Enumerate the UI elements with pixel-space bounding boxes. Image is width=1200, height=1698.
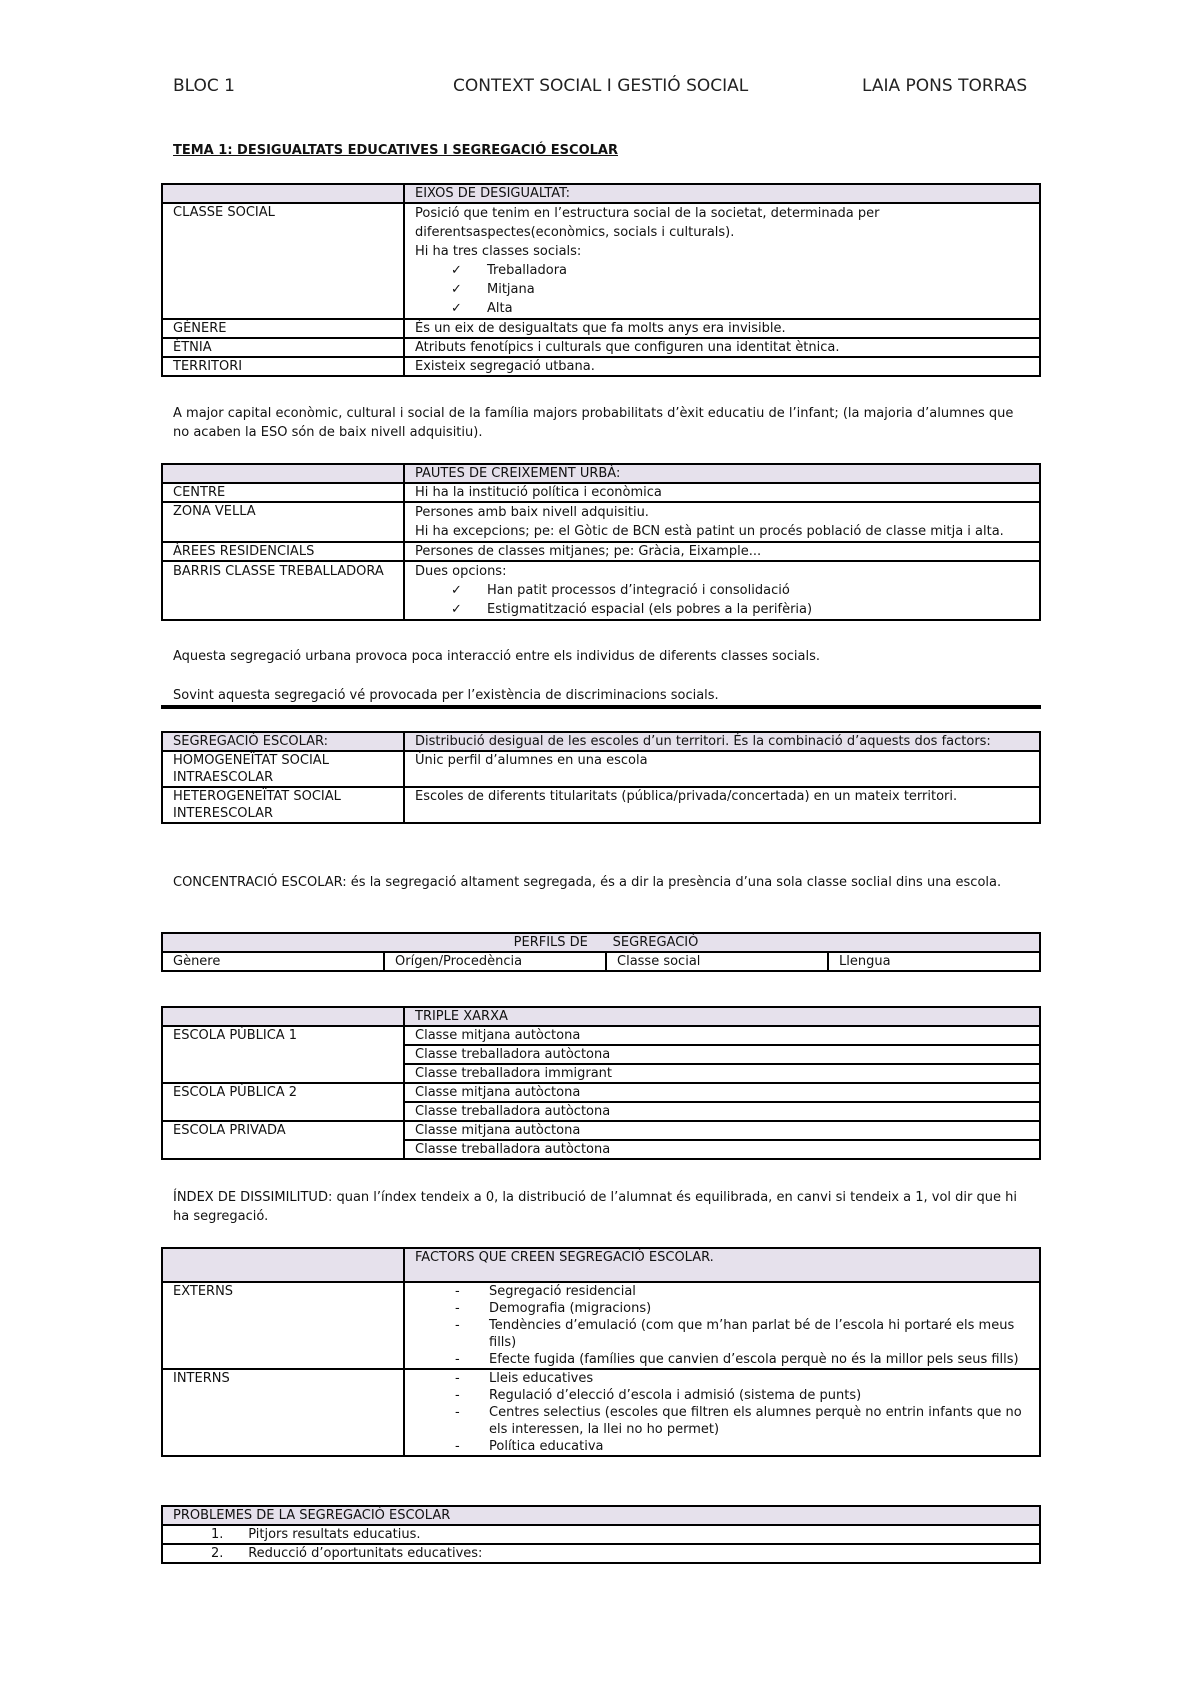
table-row: INTERNS - Lleis educatives - Regulació d’elecció d’escola i admisió (sistema de punts) - Centres selectius (escoles que filtren els alumnes perquè no entrin infants que no els interessen, la llei no ho permet) - Política educativa — [162, 1369, 1040, 1456]
list-item: - Lleis educatives — [415, 1370, 1039, 1387]
table-row: ZONA VELLA Persones amb baix nivell adquisitiu. Hi ha excepcions; pe: el Gòtic de BCN està patint un procés població de classe mitja i alta. — [162, 502, 1040, 542]
list-item: ✓ Estigmatització espacial (els pobres a la perifèria) — [415, 600, 1039, 619]
paragraph: ÍNDEX DE DISSIMILITUD: quan l’índex tendeix a 0, la distribució de l’alumnat és equilibrada, en canvi si tendeix a 1, vol dir que hi ha segregació. — [173, 1190, 1017, 1224]
table-row — [162, 464, 1040, 483]
table-row: CENTRE Hi ha la institució política i econòmica — [162, 483, 1040, 502]
segregacio-table — [161, 731, 1041, 824]
list-item: ✓ Han patit processos d’integració i consolidació — [415, 581, 1039, 600]
table-row: PERFILS DE SEGREGACIÓ — [162, 933, 1040, 952]
table-row: Classe treballadora immigrant — [162, 1064, 1040, 1083]
table-row — [162, 184, 1040, 203]
table-row: 1. Pitjors resultats educatius. — [162, 1525, 1040, 1544]
header-left: BLOC 1 — [173, 76, 235, 96]
table-row: PROBLEMES DE LA SEGREGACIÓ ESCOLAR — [162, 1506, 1040, 1525]
table-row: TERRITORI Existeix segregació utbana. — [162, 357, 1040, 376]
header-center: CONTEXT SOCIAL I GESTIÓ SOCIAL — [453, 76, 749, 96]
pautes-table — [161, 463, 1041, 621]
table-row: BARRIS CLASSE TREBALLADORA Dues opcions: ✓ Han patit processos d’integració i consolidació ✓ Estigmatització espacial (els pobres a la perifèria) — [162, 561, 1040, 620]
table-row: ESCOLA PRIVADA Classe mitjana autòctona — [162, 1121, 1040, 1140]
perfils-table — [161, 932, 1041, 972]
table-row: ÈTNIA Atributs fenotípics i culturals que configuren una identitat ètnica. — [162, 338, 1040, 357]
table-row: HETEROGENEÏTAT SOCIAL INTERESCOLAR Escoles de diferents titularitats (pública/privada/concertada) en un mateix territori. — [162, 787, 1040, 823]
table-row: GÈNERE És un eix de desigualtats que fa molts anys era invisible. — [162, 319, 1040, 338]
list-item: - Segregació residencial — [415, 1283, 1039, 1300]
table-row: Classe treballadora autòctona — [162, 1140, 1040, 1159]
paragraph: Sovint aquesta segregació vé provocada per l’existència de discriminacions socials. — [173, 688, 719, 703]
list-item: - Centres selectius (escoles que filtren els alumnes perquè no entrin infants que no els interessen, la llei no ho permet) — [415, 1404, 1039, 1438]
factors-table — [161, 1247, 1041, 1457]
page-title: TEMA 1: DESIGUALTATS EDUCATIVES I SEGREGACIÓ ESCOLAR — [173, 143, 618, 158]
table-row: SEGREGACIÓ ESCOLAR: Distribució desigual de les escoles d’un territori. És la combinació d’aquests dos factors: — [162, 732, 1040, 751]
problemes-table — [161, 1505, 1041, 1564]
table-row: ESCOLA PÚBLICA 1 Classe mitjana autòctona — [162, 1026, 1040, 1045]
list-item: ✓ Mitjana — [415, 280, 1039, 299]
list-item: - Política educativa — [415, 1438, 1039, 1455]
table-row: ESCOLA PÚBLICA 2 Classe mitjana autòctona — [162, 1083, 1040, 1102]
table-row: FACTORS QUE CREEN SEGREGACIÓ ESCOLAR. — [162, 1248, 1040, 1282]
list-item: - Regulació d’elecció d’escola i admisió (sistema de punts) — [415, 1387, 1039, 1404]
divider — [161, 705, 1041, 709]
table-row: Classe treballadora autòctona — [162, 1045, 1040, 1064]
row-label: CLASSE SOCIAL — [162, 203, 404, 319]
table-row: TRIPLE XARXA — [162, 1007, 1040, 1026]
table-row: Gènere Orígen/Procedència Classe social Llengua — [162, 952, 1040, 971]
triple-xarxa-table — [161, 1006, 1041, 1160]
list-item: - Efecte fugida (famílies que canvien d’escola perquè no és la millor pels seus fills) — [415, 1351, 1039, 1368]
paragraph: A major capital econòmic, cultural i social de la família majors probabilitats d’èxit educatiu de l’infant; (la majoria d’alumnes que no acaben la ESO són de baix nivell adquisitiu). — [173, 406, 1014, 440]
table-row: CLASSE SOCIAL Posició que tenim en l’estructura social de la societat, determinada per diferentsaspectes(econòmics, socials i culturals). Hi ha tres classes socials: ✓ Treballadora ✓ Mitjana ✓ Alta — [162, 203, 1040, 319]
paragraph: Aquesta segregació urbana provoca poca interacció entre els individus de diferents classes socials. — [173, 649, 820, 664]
list-item: - Demografia (migracions) — [415, 1300, 1039, 1317]
eixos-heading: EIXOS DE DESIGUALTAT: — [404, 184, 1040, 203]
pautes-heading: PAUTES DE CREIXEMENT URBÀ: — [404, 464, 1040, 483]
header-right: LAIA PONS TORRAS — [862, 76, 1028, 96]
list-item: ✓ Treballadora — [415, 261, 1039, 280]
list-item: ✓ Alta — [415, 299, 1039, 318]
eixos-table — [161, 183, 1041, 377]
paragraph: CONCENTRACIÓ ESCOLAR: és la segregació altament segregada, és a dir la presència d’una sola classe soclial dins una escola. — [173, 875, 1002, 890]
list-item: - Tendències d’emulació (com que m’han parlat bé de l’escola hi portaré els meus fills) — [415, 1317, 1039, 1351]
table-row: HOMOGENEÏTAT SOCIAL INTRAESCOLAR Únic perfil d’alumnes en una escola — [162, 751, 1040, 787]
table-row: 2. Reducció d’oportunitats educatives: — [162, 1544, 1040, 1563]
table-row: Classe treballadora autòctona — [162, 1102, 1040, 1121]
table-row: ÀREES RESIDENCIALS Persones de classes mitjanes; pe: Gràcia, Eixample... — [162, 542, 1040, 561]
table-row: EXTERNS - Segregació residencial - Demografia (migracions) - Tendències d’emulació (com que m’han parlat bé de l’escola hi portaré els meus fills) - Efecte fugida (famílies que canvien d’escola perquè no és la millor pels seus fills) — [162, 1282, 1040, 1369]
